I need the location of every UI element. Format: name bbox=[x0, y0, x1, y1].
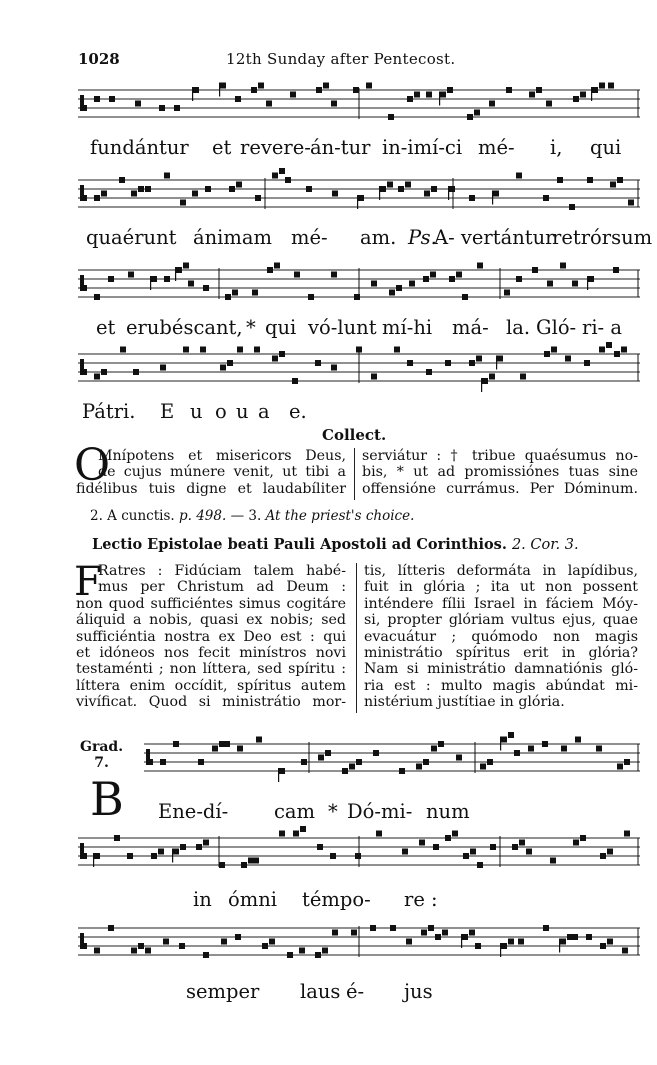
syllable: jus bbox=[404, 980, 433, 1003]
syllable: * bbox=[246, 316, 256, 339]
syllable: in-imí-ci bbox=[382, 136, 463, 159]
syllable: Ene-dí- bbox=[158, 800, 229, 823]
syllable: qui bbox=[590, 136, 622, 159]
syllable: mé- bbox=[478, 136, 515, 159]
chant-staff-7 bbox=[78, 920, 640, 972]
syllable: * bbox=[328, 800, 338, 823]
text-line: offensióne currámus. Per Dóminum. bbox=[362, 480, 638, 497]
text-line: et idóneos nos fecit minístros novi bbox=[76, 645, 346, 662]
syllable: Dó-mi- bbox=[347, 800, 413, 823]
rubric-references bbox=[90, 508, 414, 524]
syllable: qui bbox=[265, 316, 297, 339]
text-line: líttera enim occídit, spíritus autem bbox=[76, 677, 346, 694]
ref-text: At the priest's choice. bbox=[265, 508, 415, 524]
text-line: ria est : multo magis abúndat mi- bbox=[364, 677, 638, 694]
syllable: mí-hi bbox=[382, 316, 433, 339]
chant-staff-5 bbox=[144, 736, 640, 788]
syllable: et bbox=[212, 136, 232, 159]
collect-right-column bbox=[362, 448, 638, 497]
syllable: Ps. bbox=[408, 226, 437, 249]
syllable: Pátri. bbox=[82, 400, 136, 423]
syllable: laus bbox=[300, 980, 341, 1003]
syllable: semper bbox=[186, 980, 260, 1003]
chant-staff-6 bbox=[78, 830, 640, 882]
syllable: ómni bbox=[228, 888, 278, 911]
syllable: quaérunt bbox=[86, 226, 177, 249]
syllable: mé- bbox=[291, 226, 328, 249]
column-divider bbox=[356, 563, 357, 713]
chant-staff-2 bbox=[78, 172, 640, 224]
drop-cap: O bbox=[74, 440, 111, 491]
chant-staff-4 bbox=[78, 346, 640, 398]
text-line: áliquid a nobis, quasi ex nobis; sed bbox=[76, 612, 346, 629]
syllable: la. bbox=[506, 316, 531, 339]
text-line: fidélibus tuis digne et laudabíliter bbox=[76, 480, 346, 497]
text-line: sufficiéntia nostra ex Deo est : qui bbox=[76, 628, 346, 645]
syllable: u bbox=[236, 400, 249, 423]
text-line: de cujus múnere venit, ut tibi a bbox=[98, 464, 346, 481]
syllable: e. bbox=[289, 400, 307, 423]
syllable: é- bbox=[346, 980, 365, 1003]
drop-cap: F bbox=[74, 559, 102, 605]
chant-lyrics-1 bbox=[78, 136, 640, 164]
lectio-title bbox=[92, 536, 579, 553]
syllable: má- bbox=[452, 316, 489, 339]
page-header bbox=[78, 50, 638, 70]
syllable: i, bbox=[550, 136, 563, 159]
text-line: non quod sufficiéntes simus cogitáre bbox=[76, 595, 346, 612]
ref-text: — 3. bbox=[230, 508, 262, 524]
text-line: inténdere fílii Israel in fáciem Móy- bbox=[364, 595, 638, 612]
syllable: E bbox=[160, 400, 175, 423]
syllable: num bbox=[426, 800, 470, 823]
syllable: vó-lunt bbox=[308, 316, 377, 339]
syllable: ri- a bbox=[582, 316, 622, 339]
chant-lyrics-6 bbox=[78, 888, 640, 916]
syllable: u bbox=[190, 400, 203, 423]
syllable: retrórsum bbox=[552, 226, 653, 249]
text-line: Nam si ministrátio damnatiónis gló- bbox=[364, 661, 638, 678]
text-line: vivíficat. Quod si ministrátio mor- bbox=[76, 694, 346, 711]
text-line: tis, lítteris deformáta in lapídibus, bbox=[364, 563, 638, 579]
text-line: mus per Christum ad Deum : bbox=[98, 579, 346, 596]
syllable: in bbox=[193, 888, 212, 911]
lectio-right-column bbox=[364, 563, 638, 711]
syllable: fundántur bbox=[90, 136, 189, 159]
running-title: 12th Sunday after Pentecost. bbox=[226, 50, 456, 68]
text-line: serviátur : † tribue quaésumus no- bbox=[362, 448, 638, 464]
gradual-label-a: Grad. bbox=[80, 739, 124, 755]
column-divider bbox=[354, 448, 355, 500]
syllable: erubéscant, bbox=[126, 316, 243, 339]
chant-lyrics-7 bbox=[78, 980, 640, 1008]
gradual-label bbox=[80, 739, 123, 771]
syllable: et bbox=[96, 316, 116, 339]
text-line: testaménti ; non líttera, sed spíritu : bbox=[76, 661, 346, 678]
syllable: o bbox=[215, 400, 227, 423]
syllable: témpo- bbox=[302, 888, 371, 911]
syllable: án-tur bbox=[310, 136, 371, 159]
syllable: A- vertántur bbox=[434, 226, 555, 249]
text-line: Mnípotens et misericors Deus, bbox=[98, 448, 346, 464]
syllable: am. bbox=[360, 226, 397, 249]
text-line: Ratres : Fidúciam talem habé- bbox=[98, 563, 346, 579]
big-initial: B bbox=[90, 772, 124, 826]
text-line: si, propter glóriam vultus ejus, quae bbox=[364, 612, 638, 629]
lectio-heading: Lectio Epistolae beati Pauli Apostoli ad Corinthios. bbox=[92, 536, 507, 553]
syllable: a bbox=[258, 400, 270, 423]
gradual-label-b: 7. bbox=[94, 755, 109, 771]
text-line: ministrátio spíritus erit in glória? bbox=[364, 645, 638, 662]
text-line: fuit in glória ; ita ut non possent bbox=[364, 579, 638, 596]
text-line: bis, * ut ad promissiónes tuas sine bbox=[362, 464, 638, 481]
text-line: evacuátur ; quómodo non magis bbox=[364, 628, 638, 645]
collect-left-column bbox=[76, 448, 346, 497]
chant-staff-1 bbox=[78, 82, 640, 134]
chant-lyrics-2 bbox=[78, 226, 653, 254]
syllable: revere- bbox=[240, 136, 311, 159]
chant-staff-3 bbox=[78, 262, 640, 314]
syllable: re : bbox=[404, 888, 438, 911]
page-number: 1028 bbox=[78, 50, 120, 68]
scripture-ref: 2. Cor. 3. bbox=[511, 537, 579, 553]
collect-title: Collect. bbox=[322, 426, 387, 444]
syllable: Gló- bbox=[536, 316, 577, 339]
text-line: nistérium justítiae in glória. bbox=[364, 694, 565, 711]
chant-lyrics-3 bbox=[78, 316, 640, 344]
lectio-left-column bbox=[74, 559, 346, 711]
syllable: cam bbox=[274, 800, 316, 823]
chant-lyrics-5 bbox=[78, 800, 640, 828]
ref-text: p. 498. bbox=[178, 508, 227, 524]
chant-lyrics-4 bbox=[78, 400, 640, 428]
syllable: ánimam bbox=[193, 226, 273, 249]
ref-text: 2. A cunctis. bbox=[90, 508, 175, 524]
